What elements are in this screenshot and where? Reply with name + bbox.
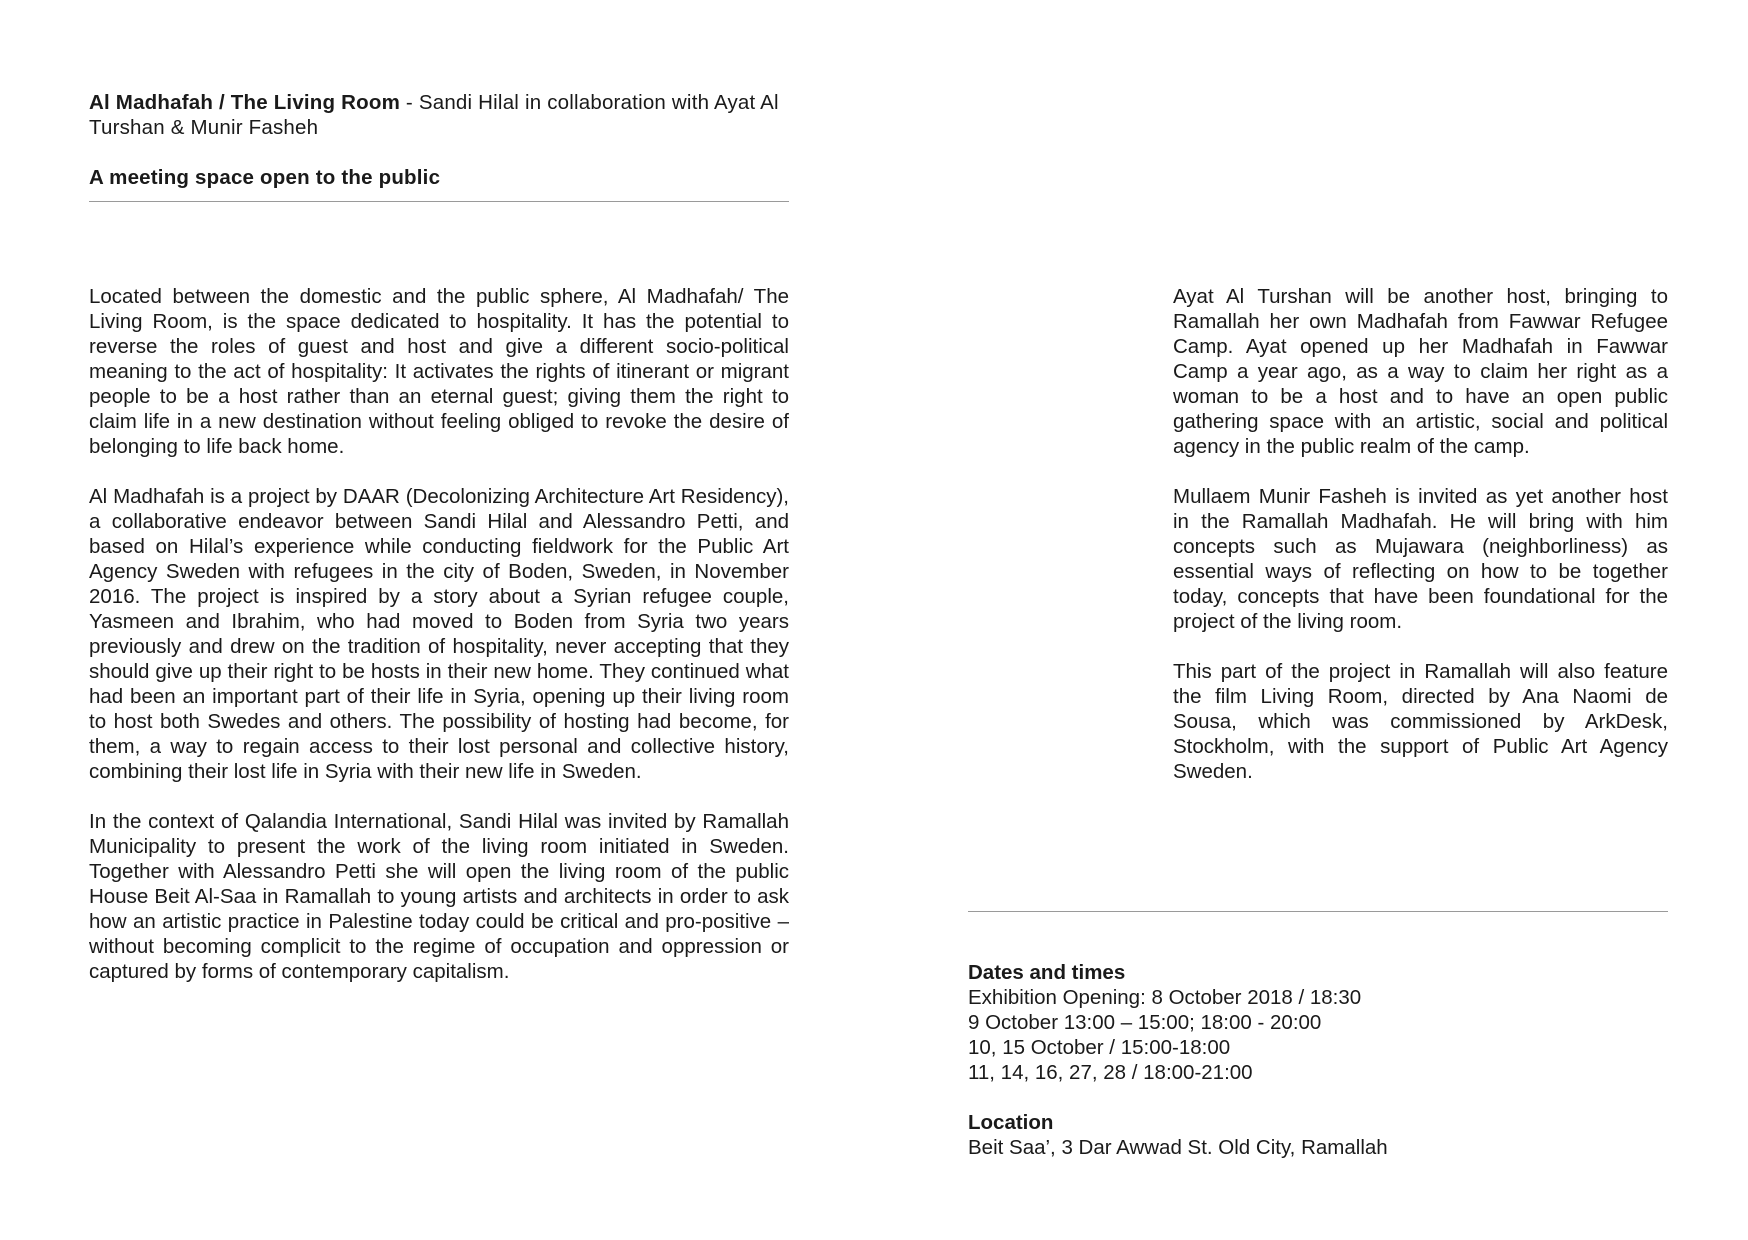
date-line: 10, 15 October / 15:00-18:00 [968,1036,1231,1059]
location-heading: Location [968,1111,1054,1134]
page-title [89,90,789,140]
left-paragraph: In the context of Qalandia International, Sandi Hilal was invited by Ramallah Municipality to present the work of the living room initiated in Sweden. Together with Alessandro Petti she will open the living room of the public House Beit Al-Saa in Ramallah to young artists and architects in order to ask how an artistic practice in Palestine today could be critical and pro-positive – without becoming complicit to the regime of occupation and oppression or captured by forms of contemporary capitalism. [89,810,789,983]
left-column-text [89,284,789,1009]
title-rest: - Sandi Hilal in collaboration with Ayat Al Turshan & Munir Fasheh [89,91,779,139]
header-divider [89,201,789,202]
left-paragraph: Located between the domestic and the public sphere, Al Madhafah/ The Living Room, is the space dedicated to hospitality. It has the potential to reverse the roles of guest and host and give a different socio-political meaning to the act of hospitality: It activates the rights of itinerant or migrant people to be a host rather than an eternal guest; giving them the right to claim life in a new destination without feeling obliged to revoke the desire of belonging to life back home. [89,285,789,458]
left-paragraph: Al Madhafah is a project by DAAR (Decolonizing Architecture Art Residency), a collaborative endeavor between Sandi Hilal and Alessandro Petti, and based on Hilal’s experience while conducting fieldwork for the Public Art Agency Sweden with refugees in the city of Boden, Sweden, in November 2016. The project is inspired by a story about a Syrian refugee couple, Yasmeen and Ibrahim, who had moved to Boden from Syria two years previously and drew on the tradition of hospitality, never accepting that they should give up their right to be hosts in their new home. They continued what had been an important part of their life in Syria, opening up their living room to host both Swedes and others. The possibility of hosting had become, for them, a way to regain access to their lost personal and collective history, combining their lost life in Syria with their new life in Sweden. [89,485,789,783]
right-paragraph: This part of the project in Ramallah will also feature the film Living Room, directed by Ana Naomi de Sousa, which was commissioned by ArkDesk, Stockholm, with the support of Public Art Agency Sweden. [1173,660,1668,783]
page-subtitle: A meeting space open to the public [89,166,441,189]
right-column-text [1173,284,1668,809]
date-line: Exhibition Opening: 8 October 2018 / 18:30 [968,986,1362,1009]
date-line: 9 October 13:00 – 15:00; 18:00 - 20:00 [968,1011,1322,1034]
info-divider [968,911,1668,912]
info-spacer [968,1085,1668,1110]
date-line: 11, 14, 16, 27, 28 / 18:00-21:00 [968,1061,1253,1084]
dates-heading: Dates and times [968,961,1126,984]
right-paragraph: Mullaem Munir Fasheh is invited as yet another host in the Ramallah Madhafah. He will bring with him concepts such as Mujawara (neighborliness) as essential ways of reflecting on how to be together today, concepts that have been foundational for the project of the living room. [1173,485,1668,633]
right-paragraph: Ayat Al Turshan will be another host, bringing to Ramallah her own Madhafah from Fawwar Refugee Camp. Ayat opened up her Madhafah in Fawwar Camp a year ago, as a way to claim her right as a woman to be a host and to have an open public gathering space with an artistic, social and political agency in the public realm of the camp. [1173,285,1668,458]
title-bold: Al Madhafah / The Living Room [89,91,401,114]
event-info [968,960,1668,1160]
location-address: Beit Saa’, 3 Dar Awwad St. Old City, Ramallah [968,1136,1388,1159]
